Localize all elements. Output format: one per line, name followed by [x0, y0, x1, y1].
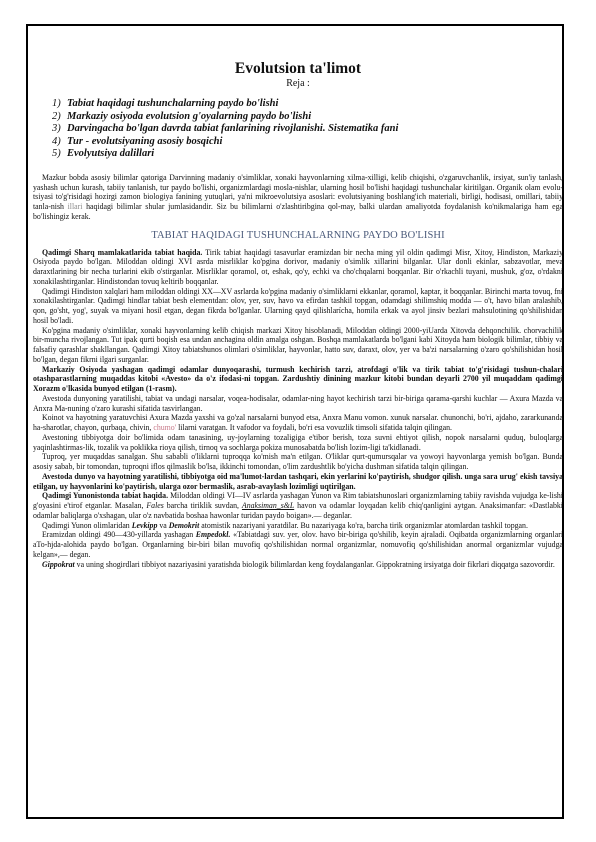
- paragraph-cosmos: Koinot va hayotning yaratuvchisi Axura Mazda yaxshi va go'zal narsalarni bunyod etsa, Anxra Manu vomon. xunuk narsalar. chunonchi, bo'ri, ajdaho, zararkunanda ha-sharotlar, chayon, qurbaqa, chivin, chumo' lilarni varatgan. It vafodor va foydali, bo'ri esa vovuzlik timsoli sifatida talqin qilingan.: [33, 413, 563, 433]
- plan-item: 5) Evolyutsiya dalillari: [52, 148, 155, 160]
- plan-item: 3) Darvingacha bo'lgan davrda tabiat fanlarining rivojlanishi. Sistematika fani: [52, 123, 399, 135]
- paragraph-east: Qadimgi Sharq mamlakatlarida tabiat haqida. Tirik tabiat haqidagi tasavurlar eramizdan bir necha ming yil oldin qadimgi Misr, Xitoy, Hindiston, Markaziy Osiyoda paydo bo'lgan. Miloddan oldingi XVI asrda misrliklar ko'pgina dorivor, madaniy o'simlik xillarini bilganlar. Ular donli ekinlar, sabzavotlar, meva daraxtlarining bir necha turlarini ekib o'stirganlar. Misrliklar qoramol, ot, eshak, qo'y, echki va cho'chqalarni boqqanlar. Bir o'rkachli tuyani, mushuk, g'oz, o'rdakni xonakilashtirganlar. Hindistondan tovuq keltirib boqqanlar.: [33, 247, 563, 286]
- paragraph-avesto: Avestoda dunyoning yaratilishi, tabiat va undagi narsalar, voqea-hodisalar, odamlar-ning hayot kechirish tarzi bir-biriga qarama-qarshi kuchlar — Axura Mazda va Anxra Ma-nuning o'zaro kurashi sifatida tasvirlangan.: [33, 393, 563, 413]
- paragraph-agriculture: Avestoda dunyo va hayotning yaratilishi, tibbiyotga oid ma'lumot-lardan tashqari, ekin yerlarini ko'paytirish, shudgor qilish. unga sara urug' ekish tavsiya etilgan, uy hayvonlarini ko'paytirish, ularga ozor bermaslik, asrab-avaylash lozimligi uqtirilgan.: [33, 471, 563, 491]
- paragraph-china: Ko'pgina madaniy o'simliklar, xonaki hayvonlarning kelib chiqish markazi Xitoy hisoblanadi, Miloddan oldingi 2000-yiUarda Xitovda dehqonchilik. chorvachilik bir-muncha rivojlangan. Tut ipak qurti boqish esa undan anchagina oldin amalga oshgan. Boshqa mamlakatlarda bo'lgani kabi Xitoyda ham biologik bilimlar, tibbiy va falsafiy qarashlar shakllangan. Qadimgi Xitoy tabiatshunos olimlari o'simliklar, hayvonlar, hatto suv, daraxt, olov, yer va ba'zi narsalarning o'zaro qo'shilishidan hosil bo'lgan, degan fikrni ilgari surganlar.: [33, 325, 563, 364]
- paragraph-hippocrates: Gippokrat va uning shogirdlari tibbiyot nazariyasini yaratishda biologik bilimlardan keng foydalanganlar. Gippokratning irsiyatga doir fikrlari diqqatga sazovordir.: [42, 559, 555, 569]
- paragraph-india: Qadimgi Hindiston xalqlari ham miloddan oldingi XX—XV asrlarda ko'pgina madaniy o'simliklarni ekkanlar, qoramol, kaptar, it boqqanlar. Birinchi marta tovuq, fni xonakilashtirganlar. Qadimgi hindlar tabiat besh elementdan: olov, yer, suv, havo va efirdan tashkil topgan, odamdagi shilimshiq modda — o't, havo bilan aralashib, qon, go'sht, yog', suyak va miyani hosil etgan, degan fikrda bo'lganlar. Ularning qayd qilishlarícha, homila erkak va ayol jinsiv bezlari mahsulotining qo'shilishidan hosil bo'ladi.: [33, 286, 563, 325]
- paragraph-central-asia: Markaziy Osiyoda yashagan qadimgi odamlar dunyoqarashi, turmush kechirish tarzi, atrofdagi o'lik va tirik tabiat to'g'risidagi tushun-chalari otashparastlarning muqaddas kitobi «Avesto» da o'z ifodasi-ni topgan. Zardushtiy dinining mazkur kitobi bundan deyarli 2700 yil muqaddam qadimgi Xorazm o'lkasida bunyod etilgan (1-rasm).: [33, 364, 563, 394]
- plan-label: Reja :: [286, 78, 310, 89]
- plan-item: 4) Tur - evolutsiyaning asosiy bosqichi: [52, 135, 223, 147]
- paragraph-greece: Qadimgi Yunonistonda tabiat haqida. Miloddan oldingi VI—IV asrlarda yashagan Yunon va Rim tabiatshunoslari organizmlarning tabiiy ravishda vujudga ke-lishi g'oyasini e'tirof etganlar. Masalan, Fales barcha tiriklik suvdan, Anaksiman_s&L havon va odamlar loyqadan kelib chiq'qanligini aytgan. Anaksimanfar: «Dastlabki odamlar baliqlarga o'xshagan, ular o'z navbatida boshaa hawonlar turidan paydo boigan».— deganlar.: [33, 491, 563, 520]
- section-heading: TABIAT HAQIDAGI TUSHUNCHALARNING PAYDO BO'LISHI: [151, 229, 445, 241]
- plan-item: 1) Tabiat haqidagi tushunchalarning paydo bo'lishi: [52, 98, 279, 109]
- paragraph-atomists: Qadimgi Yunon olimlaridan Levkipp va Demokrit atomistik nazariyani yaratdilar. Bu nazariyaga ko'ra, barcha tirik organizmlar atomlardan tashkil topgan.: [42, 520, 528, 530]
- document-title: Evolutsion ta'limot: [234, 60, 362, 77]
- document-body: [33, 60, 563, 569]
- paragraph-soil: Tuproq, yer muqaddas sanalgan. Shu sababli o'liklarni tuproqqa ko'mish ma'n etilgan. O'liklar qurt-qumursqalar va yowoyi hayvonlarga yemish bo'lgan. Bunda asosiy sabab, bir tomondan, tuproqni iflos qilmaslik bo'lsa, ikkinchi tomondan, o'lim zardushtlik bo'yicha dushman sifatida talqin qilingan.: [33, 452, 563, 472]
- intro-paragraph: Mazkur bobda asosiy bilimlar qatoriga Darvinning madaniy o'simliklar, xonaki hayvonlarning xilma-xilligi, kelib chiqishi, o'zgaruvchanlik, irsiyat, sun'iy tanlash, yashash uchun kurash, tabiiy tanlanish, tur paydo bo'lishi, organizmlardagi mosla-nishlar, ularning hosil bo'lishi haqidagi tushunchalar kiritilgan. Organik olam evolu-tsiyasi to'g'risidagi hozirgi zamon biologiya fanining yutuqlari, ya'ni mikroevolutsiya asoslari: evolutsiyaning boshlang'ich materiali, birligi, hodisasi, omillari, tabiiy tanla-nish illari haqidagi bilimlar shular jumlasidandir. Siz bu bilimlarni o'zlashtiribgina qol-may, balki ulardan amaliyotda foydalanish ko'nikmalariga ham ega bo'lishingiz kerak.: [33, 172, 563, 221]
- paragraph-medicine: Avestoning tibbiyotga doir bo'limida odam tanasining, uy-joylarning tozaligiga e'tibor berish, toza suvni ehtiyot qilish, nopok narsalarni quduq, buloqlarga yaqinlashtirmas-lik, tozalik va poklikka rioya qilish, tirnoq va sochlarga pokiza munosabatda bo'lish lozim-ligi ta'kidlanadi.: [33, 432, 563, 452]
- paragraph-empedocles: Eramizdan oldingi 490—430-yillarda yashagan Empedokl. «Tabiatdagi suv. yer, olov. havo bir-biriga qo'shilib, keyin ajraladi. Oqibatda organizmlarning organlari aTo-hjda-alohida paydo bo'lgan. Organlarning bir-biri bilan muvofiq qo'shilishidan normal organizmlar, nomuvofiq qo'shilishidan anormal organizmlar vujudga kelgan»,— degan.: [33, 530, 564, 559]
- plan-list: [33, 98, 563, 161]
- plan-item: 2) Markaziy osiyoda evolutsion g'oyalarning paydo bo'lishi: [52, 110, 312, 122]
